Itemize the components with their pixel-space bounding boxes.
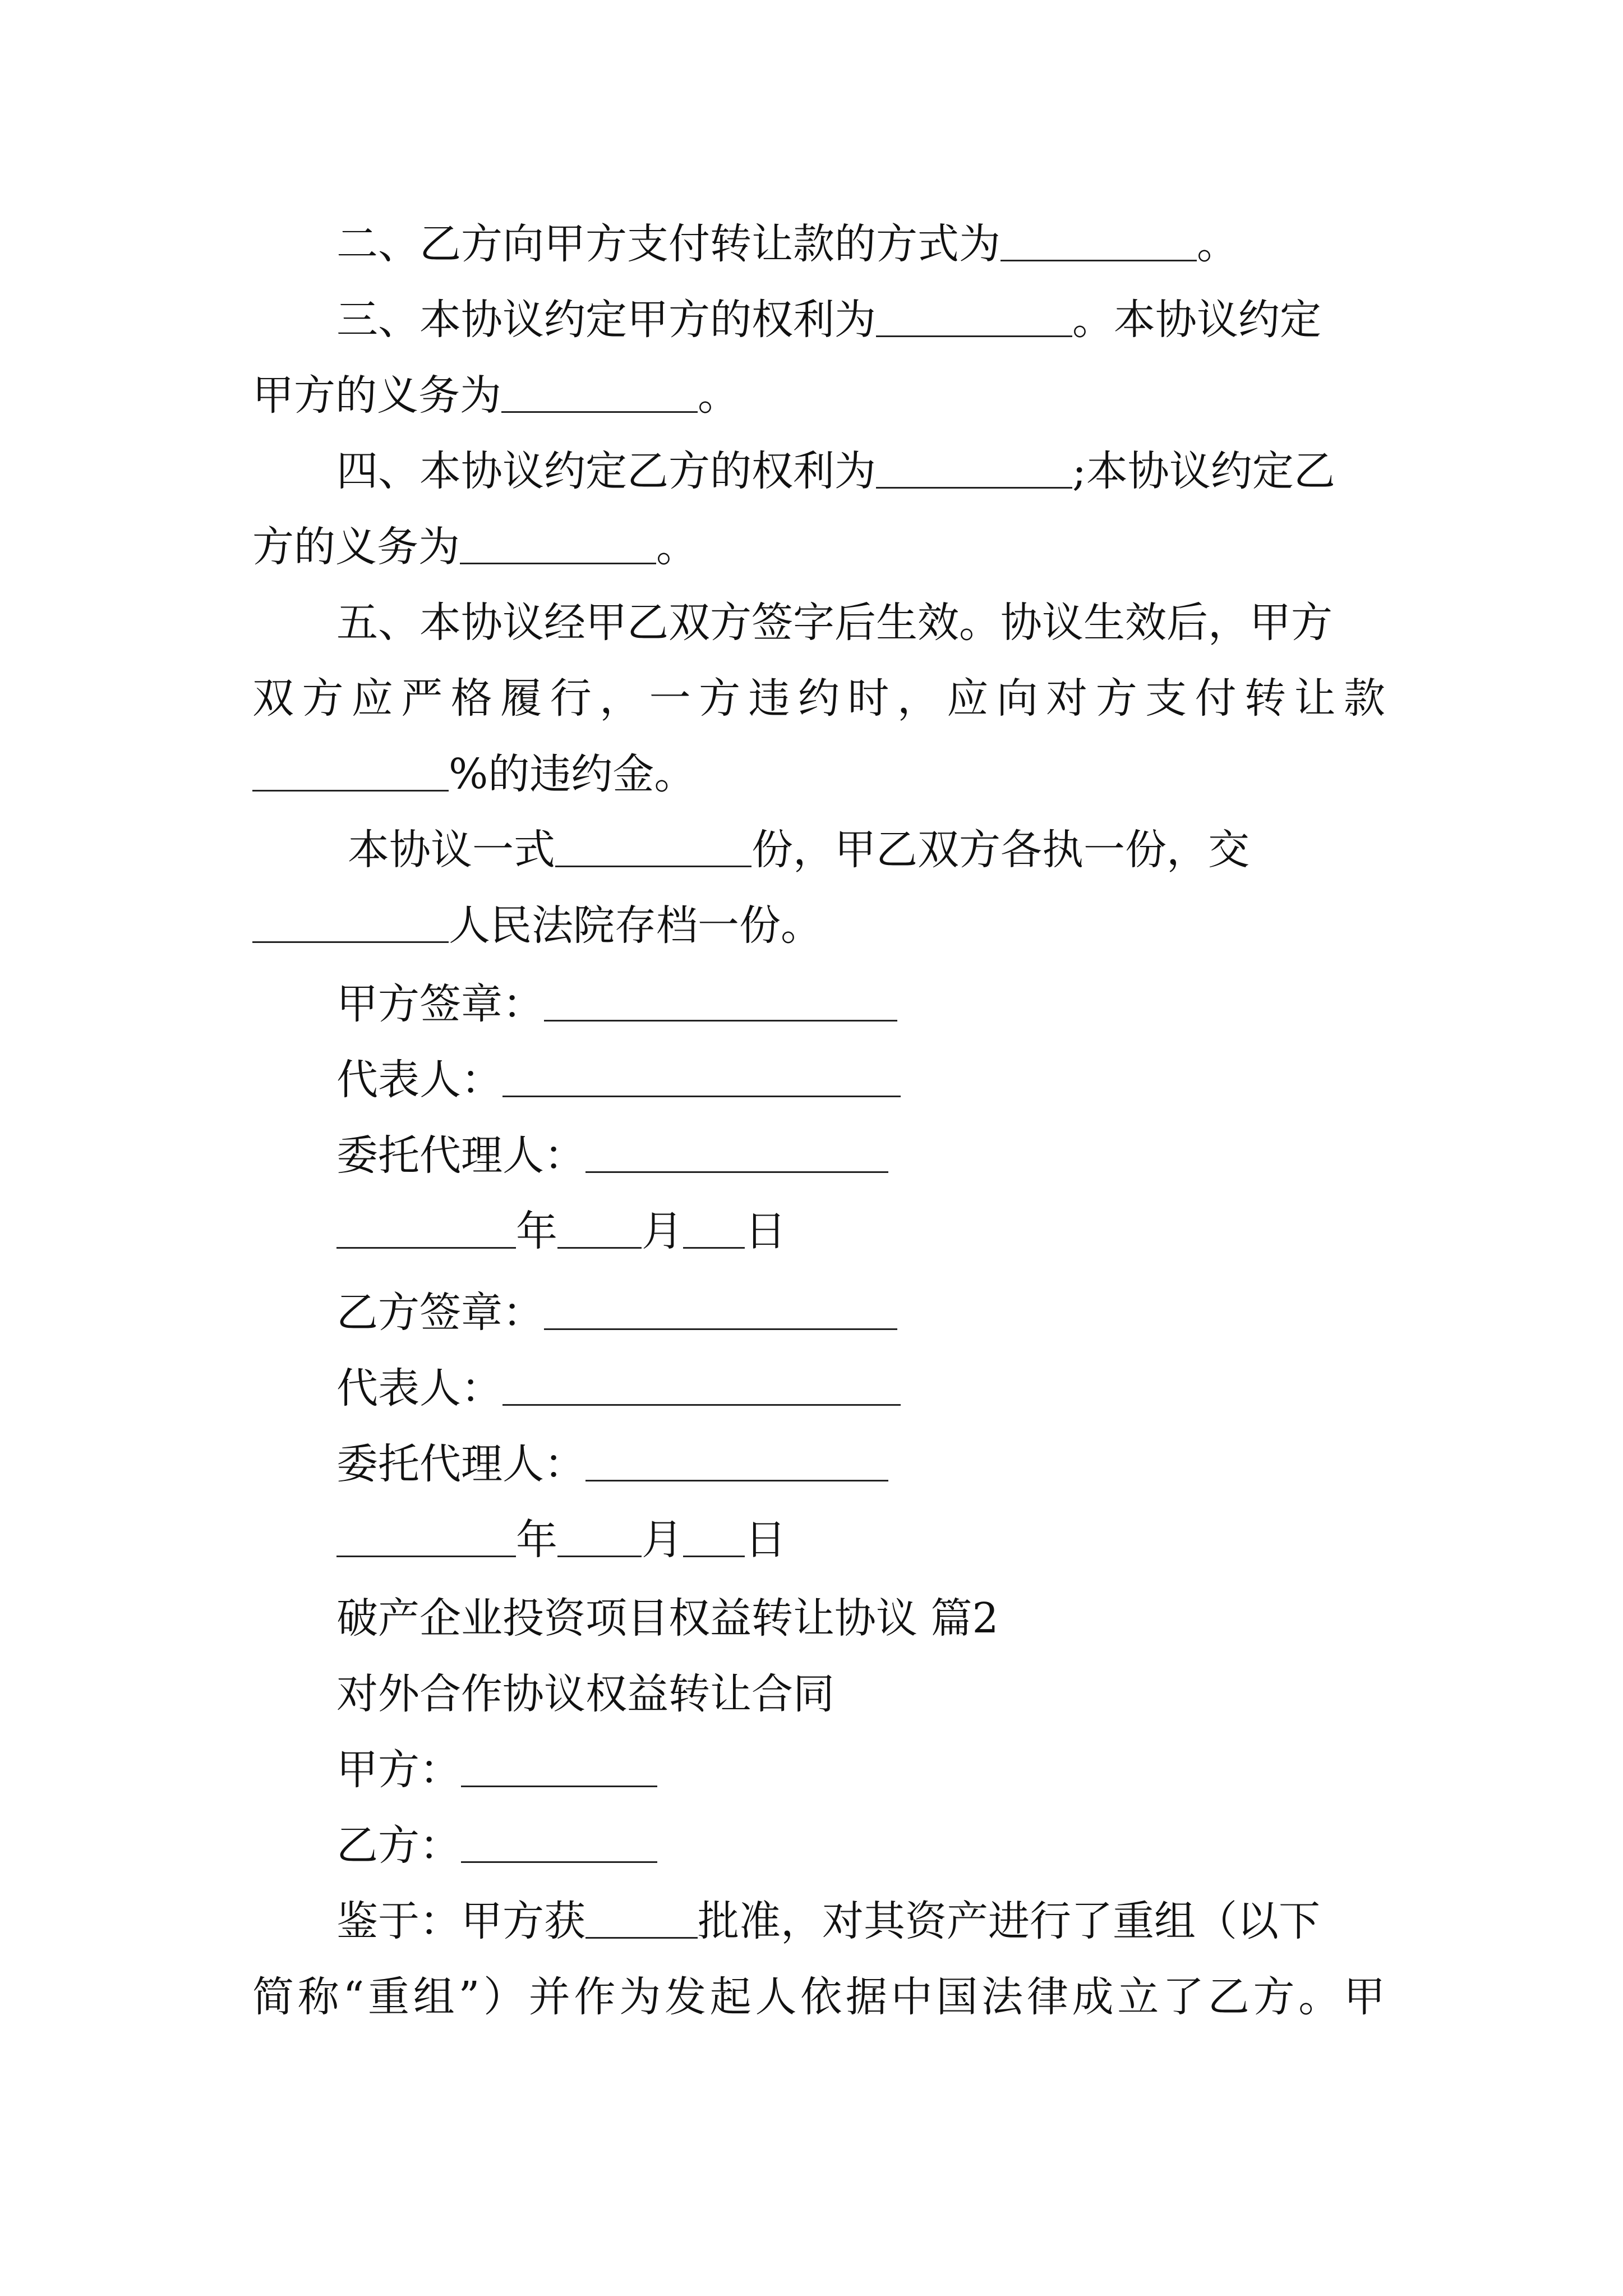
clause-4-line-2: 方的义务为 。 — [252, 523, 698, 571]
month-field — [557, 1522, 642, 1557]
blank-field — [876, 453, 1072, 489]
blank-field — [876, 302, 1072, 337]
day-field — [683, 1522, 745, 1557]
copies-line-2: 人民法院存档一份。 — [252, 895, 1385, 956]
section-heading: 破产企业投资项目权益转让协议 篇2 — [336, 1594, 999, 1642]
clause-3-line-1: 三、本协议约定甲方的权利为 。本协议约定 — [336, 296, 1321, 344]
signature-field — [544, 1295, 897, 1330]
month-field — [557, 1213, 642, 1249]
contract-title: 对外合作协议权益转让合同 — [336, 1670, 834, 1718]
year-field — [336, 1522, 516, 1557]
year-field — [336, 1213, 516, 1249]
party-a-agent-line: 委托代理人： — [336, 1125, 1469, 1186]
signature-field — [585, 1446, 888, 1481]
blank-field — [501, 378, 698, 413]
party-b-field — [461, 1828, 657, 1863]
blank-field — [555, 832, 751, 867]
clause-5-line-3: %的违约金。 — [252, 743, 1385, 805]
party-a-line: 甲方： — [336, 1739, 1469, 1801]
clause-5-line-2: 双方应严格履行，一方违约时，应向对方支付转让款 — [252, 674, 1385, 723]
copies-line-1: 本协议一式 份，甲乙双方各执一份，交 — [348, 826, 1249, 874]
clause-4-line-1: 四、本协议约定乙方的权利为 ;本协议约定乙 — [336, 447, 1335, 495]
clause-3-line-2: 甲方的义务为 。 — [252, 371, 739, 420]
party-a-date-line: 年 月 日 — [336, 1200, 1469, 1262]
recital-line-2: 简称“重组”）并作为发起人依据中国法律成立了乙方。甲 — [252, 1973, 1385, 2021]
signature-field — [502, 1370, 901, 1406]
recital-line-1: 鉴于：甲方获 批准，对其资产进行了重组（以下 — [336, 1897, 1320, 1945]
blank-field — [460, 529, 656, 564]
blank-field — [1000, 226, 1197, 261]
party-b-line: 乙方： — [336, 1815, 1469, 1876]
party-a-sign-line: 甲方签章： — [336, 973, 1469, 1035]
party-b-agent-line: 委托代理人： — [336, 1433, 1469, 1495]
signature-field — [502, 1062, 901, 1097]
blank-field — [252, 908, 449, 943]
clause-5-line-1: 五、本协议经甲乙双方签字后生效。协议生效后，甲方 — [336, 599, 1332, 647]
signature-field — [585, 1138, 888, 1173]
party-a-rep-line: 代表人： — [336, 1049, 1469, 1111]
party-b-sign-line: 乙方签章： — [336, 1282, 1469, 1343]
day-field — [683, 1213, 745, 1249]
signature-field — [544, 986, 897, 1022]
party-b-rep-line: 代表人： — [336, 1358, 1469, 1419]
clause-2: 二、乙方向甲方支付转让款的方式为 。 — [336, 220, 1238, 268]
approval-authority-field — [585, 1903, 698, 1939]
party-b-date-line: 年 月 日 — [336, 1509, 1469, 1571]
party-a-field — [461, 1752, 657, 1787]
blank-field — [252, 756, 449, 792]
